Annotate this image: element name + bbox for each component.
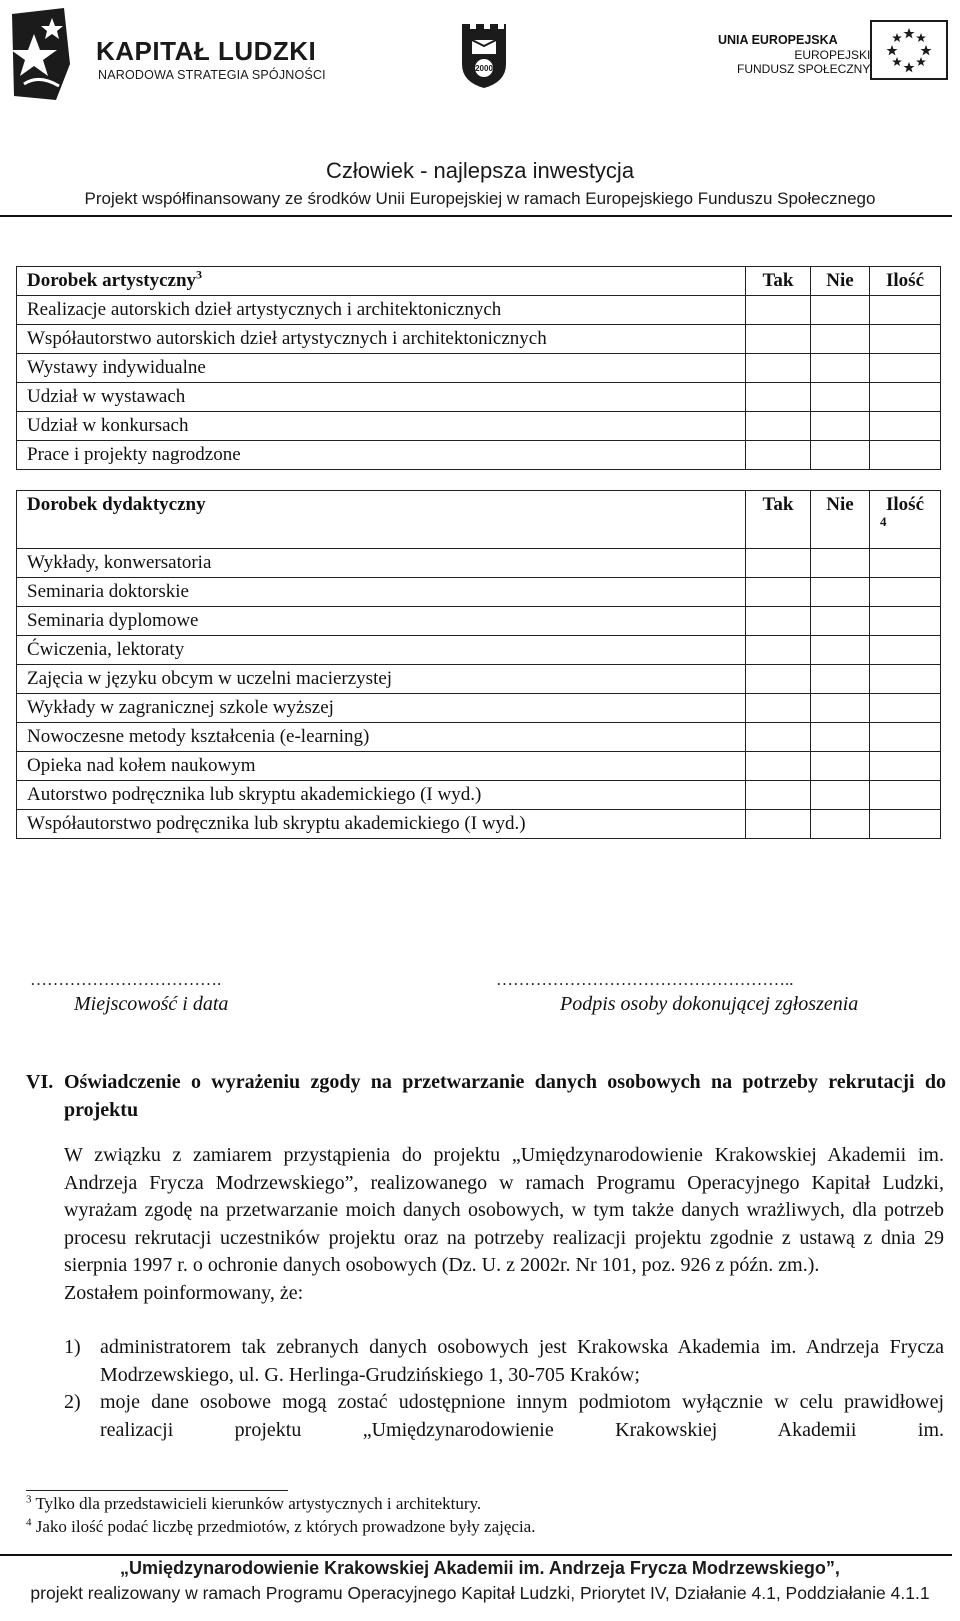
yes-cell[interactable] [746, 665, 811, 694]
col-count-header [870, 491, 941, 549]
signature-line[interactable]: …………………………………………….. [496, 970, 794, 989]
consent-text: W związku z zamiarem przystąpienia do projektu „Umiędzynarodowienie Krakowskiej Akademii im. Andrzeja Frycza Modrzewskiego”, realizowanego w ramach Programu Operacyjnego Kapitał Ludzki, wyrażam zgodę na przetwarzanie moich danych osobowych, w tym także danych wrażliwych, dla potrzeb procesu rekrutacji uczestników projektu oraz na potrzeby realizacji projektu zgodnie z ustawą z dnia 29 sierpnia 1997 r. o ochronie danych osobowych (Dz. U. z 2002r. Nr 101, poz. 926 z późn. zm.). [64, 1144, 944, 1276]
count-cell[interactable] [870, 694, 941, 723]
no-cell[interactable] [811, 723, 870, 752]
footnote-text: Tylko dla przedstawicieli kierunków artystycznych i architektury. [35, 1494, 482, 1513]
yes-cell[interactable] [746, 549, 811, 578]
yes-cell[interactable] [746, 296, 811, 325]
row-label: Współautorstwo podręcznika lub skryptu akademickiego (I wyd.) [17, 810, 746, 839]
list-item-number: 1) [64, 1336, 81, 1358]
row-label: Nowoczesne metody kształcenia (e-learning) [17, 723, 746, 752]
row-label: Prace i projekty nagrodzone [17, 441, 746, 470]
footnote-divider [26, 1490, 288, 1491]
count-cell[interactable] [870, 810, 941, 839]
no-cell[interactable] [811, 781, 870, 810]
list-item [64, 1389, 944, 1444]
row-label: Seminaria doktorskie [17, 578, 746, 607]
list-item [64, 1334, 944, 1389]
footnote [26, 1494, 481, 1514]
count-cell[interactable] [870, 752, 941, 781]
yes-cell[interactable] [746, 723, 811, 752]
ue-subtitle [737, 48, 870, 76]
table-row [17, 441, 941, 470]
footer-program-line: projekt realizowany w ramach Programu Operacyjnego Kapitał Ludzki, Priorytet IV, Działanie 4.1, Poddziałanie 4.1.1 [30, 1583, 930, 1603]
count-cell[interactable] [870, 383, 941, 412]
row-label: Udział w wystawach [17, 383, 746, 412]
no-cell[interactable] [811, 810, 870, 839]
section-number: VI. [26, 1071, 54, 1093]
consent-paragraph [64, 1142, 944, 1307]
cofinancing-line: Projekt współfinansowany ze środków Unii Europejskiej w ramach Europejskiego Funduszu Społecznego [84, 189, 876, 208]
yes-cell[interactable] [746, 607, 811, 636]
table-row [17, 636, 941, 665]
count-cell[interactable] [870, 325, 941, 354]
no-cell[interactable] [811, 383, 870, 412]
no-cell[interactable] [811, 694, 870, 723]
no-cell[interactable] [811, 752, 870, 781]
list-item-text: moje dane osobowe mogą zostać udostępnione innym podmiotom wyłącznie w celu prawidłowej realizacji projektu „Umiędzynarodowienie Krakowskiej Akademii im. [100, 1391, 944, 1441]
kapital-ludzki-subtitle: NARODOWA STRATEGIA SPÓJNOŚCI [98, 68, 326, 82]
col-yes-header: Tak [746, 491, 811, 549]
footnote-ref-3: 3 [196, 267, 203, 282]
table-row [17, 296, 941, 325]
col-no-header: Nie [811, 267, 870, 296]
no-cell[interactable] [811, 636, 870, 665]
count-cell[interactable] [870, 665, 941, 694]
col-count-header: Ilość [870, 267, 941, 296]
ue-subtitle-line1: EUROPEJSKI [794, 48, 871, 62]
row-label: Wykłady, konwersatoria [17, 549, 746, 578]
yes-cell[interactable] [746, 354, 811, 383]
table-row [17, 383, 941, 412]
eu-flag-icon [870, 20, 948, 80]
table-row [17, 354, 941, 383]
yes-cell[interactable] [746, 325, 811, 354]
didactic-achievements-table [16, 490, 941, 839]
row-label: Wykłady w zagranicznej szkole wyższej [17, 694, 746, 723]
yes-cell[interactable] [746, 781, 811, 810]
table-title: Dorobek dydaktyczny [17, 491, 746, 549]
yes-cell[interactable] [746, 441, 811, 470]
no-cell[interactable] [811, 296, 870, 325]
row-label: Współautorstwo autorskich dzieł artystycznych i architektonicznych [17, 325, 746, 354]
footnote-number: 3 [26, 1493, 32, 1506]
row-label: Ćwiczenia, lektoraty [17, 636, 746, 665]
count-cell[interactable] [870, 578, 941, 607]
table-header-row [17, 267, 941, 296]
list-item-text: administratorem tak zebranych danych osobowych jest Krakowska Akademia im. Andrzeja Frycza Modrzewskiego, ul. G. Herlinga-Grudzińskiego 1, 30-705 Kraków; [100, 1336, 944, 1386]
count-cell[interactable] [870, 723, 941, 752]
yes-cell[interactable] [746, 383, 811, 412]
header-divider [0, 215, 952, 217]
no-cell[interactable] [811, 578, 870, 607]
table-row [17, 810, 941, 839]
no-cell[interactable] [811, 412, 870, 441]
count-cell[interactable] [870, 354, 941, 383]
no-cell[interactable] [811, 665, 870, 694]
informed-text: Zostałem poinformowany, że: [64, 1281, 304, 1304]
no-cell[interactable] [811, 354, 870, 383]
row-label: Wystawy indywidualne [17, 354, 746, 383]
section-vi-heading [26, 1068, 946, 1124]
footnote [26, 1517, 535, 1537]
count-cell[interactable] [870, 441, 941, 470]
yes-cell[interactable] [746, 412, 811, 441]
table-row [17, 607, 941, 636]
no-cell[interactable] [811, 325, 870, 354]
row-label: Realizacje autorskich dzieł artystycznych i architektonicznych [17, 296, 746, 325]
row-label: Seminaria dyplomowe [17, 607, 746, 636]
table-row [17, 723, 941, 752]
section-title: Oświadczenie o wyrażeniu zgody na przetwarzanie danych osobowych na potrzeby rekrutacji do projektu [64, 1071, 946, 1121]
table-row [17, 325, 941, 354]
footnote-ref-4: 4 [880, 514, 887, 529]
count-cell[interactable] [870, 549, 941, 578]
yes-cell[interactable] [746, 694, 811, 723]
university-crest-icon [458, 20, 510, 88]
col-yes-header: Tak [746, 267, 811, 296]
crest-year: 2000 [475, 64, 493, 73]
table-row [17, 752, 941, 781]
table-row [17, 549, 941, 578]
ue-title: UNIA EUROPEJSKA [718, 33, 838, 47]
count-cell[interactable] [870, 636, 941, 665]
count-cell[interactable] [870, 296, 941, 325]
col-count-label: Ilość [886, 494, 924, 515]
artistic-achievements-table [16, 266, 941, 470]
footer-project-name: „Umiędzynarodowienie Krakowskiej Akademii im. Andrzeja Frycza Modrzewskiego”, [120, 1558, 840, 1578]
table-header-row [17, 491, 941, 549]
row-label: Autorstwo podręcznika lub skryptu akademickiego (I wyd.) [17, 781, 746, 810]
row-label: Zajęcia w języku obcym w uczelni macierzystej [17, 665, 746, 694]
count-cell[interactable] [870, 607, 941, 636]
place-date-line[interactable]: ……………………………. [30, 970, 222, 989]
table-row [17, 665, 941, 694]
kapital-ludzki-star-icon [4, 4, 104, 104]
list-item-number: 2) [64, 1391, 81, 1413]
slogan: Człowiek - najlepsza inwestycja [325, 158, 635, 183]
table-row [17, 578, 941, 607]
no-cell[interactable] [811, 441, 870, 470]
place-date-label: Miejscowość i data [74, 993, 229, 1015]
yes-cell[interactable] [746, 636, 811, 665]
footnote-number: 4 [26, 1516, 32, 1529]
signature-label: Podpis osoby dokonującej zgłoszenia [560, 993, 859, 1015]
yes-cell[interactable] [746, 578, 811, 607]
table-row [17, 412, 941, 441]
table-row [17, 781, 941, 810]
table-row [17, 694, 941, 723]
kapital-ludzki-title: KAPITAŁ LUDZKI [96, 36, 317, 66]
col-no-header: Nie [811, 491, 870, 549]
row-label: Udział w konkursach [17, 412, 746, 441]
row-label: Opieka nad kołem naukowym [17, 752, 746, 781]
yes-cell[interactable] [746, 752, 811, 781]
table-title: Dorobek artystyczny$^3$ [17, 267, 746, 296]
footnote-text: Jako ilość podać liczbę przedmiotów, z których prowadzone były zajęcia. [35, 1517, 536, 1536]
no-cell[interactable] [811, 549, 870, 578]
count-cell[interactable] [870, 412, 941, 441]
footer-divider [0, 1554, 952, 1556]
ue-subtitle-line2: FUNDUSZ SPOŁECZNY [737, 62, 871, 76]
no-cell[interactable] [811, 607, 870, 636]
count-cell[interactable] [870, 781, 941, 810]
yes-cell[interactable] [746, 810, 811, 839]
